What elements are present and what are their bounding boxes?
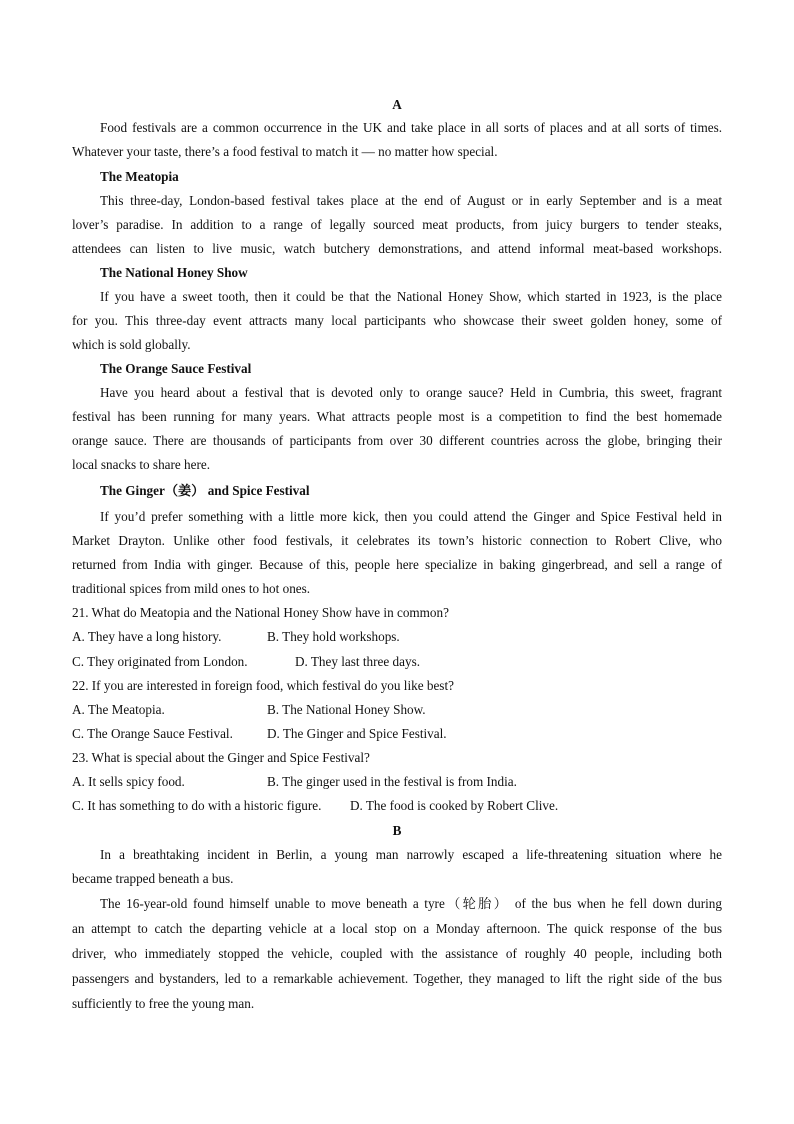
intro-line-2: Whatever your taste, there’s a food festival to match it — no matter how special. [72,144,498,159]
orange-line-1: Have you heard about a festival that is devoted only to orange sauce? Held in Cumbria, this sweet, fragrant [100,385,722,400]
q22-option-b: B. The National Honey Show. [267,702,426,717]
question-22-stem: 22. If you are interested in foreign food, which festival do you like best? [72,678,454,693]
ginger-line-2: Market Drayton. Unlike other food festivals, it celebrates its town’s historic connection to Robert Clive, who [72,533,722,548]
q21-option-b: B. They hold workshops. [267,629,400,644]
honey-line-3: which is sold globally. [72,337,191,352]
q21-option-d: D. They last three days. [295,654,421,669]
q21-option-c: C. They originated from London. [72,654,248,669]
b-p1-line-2: became trapped beneath a bus. [72,871,234,886]
q22-option-c: C. The Orange Sauce Festival. [72,726,233,741]
b-p2-line-4: passengers and bystanders, led to a remarkable achievement. Together, they managed to lift the right side of the bus [72,971,722,986]
intro-line-1: Food festivals are a common occurrence in the UK and take place in all sorts of places and at all sorts of times. [100,120,722,135]
b-p2-line-5: sufficiently to free the young man. [72,996,255,1011]
q23-option-a: A. It sells spicy food. [72,774,185,789]
ginger-line-4: traditional spices from mild ones to hot ones. [72,581,311,596]
question-21-stem: 21. What do Meatopia and the National Honey Show have in common? [72,605,449,620]
q23-option-b: B. The ginger used in the festival is from India. [267,774,517,789]
ginger-line-3: returned from India with ginger. Because of this, people here specialize in baking gingerbread, and sell a range of [72,557,722,572]
meatopia-line-1: This three-day, London-based festival takes place at the end of August or in early September and is a meat [100,193,722,208]
ginger-line-1: If you’d prefer something with a little more kick, then you could attend the Ginger and Spice Festival held in [100,509,722,524]
passage-a-letter: A [392,97,402,112]
q22-option-d: D. The Ginger and Spice Festival. [267,726,447,741]
b-p1-line-1: In a breathtaking incident in Berlin, a young man narrowly escaped a life-threatening situation where he [100,847,722,862]
question-23-stem: 23. What is special about the Ginger and Spice Festival? [72,750,370,765]
b-p2-line-2: an attempt to catch the departing vehicle at a local stop on a Monday afternoon. The quick response of the bus [72,921,722,936]
orange-line-4: local snacks to share here. [72,457,211,472]
b-p2-line-3: driver, who immediately stopped the vehicle, coupled with the assistance of roughly 40 people, including both [72,946,722,961]
passage-b-letter: B [392,823,402,838]
q23-option-c: C. It has something to do with a historic figure. [72,798,322,813]
q22-option-a: A. The Meatopia. [72,702,165,717]
honey-line-1: If you have a sweet tooth, then it could be that the National Honey Show, which started in 1923, is the place [100,289,722,304]
honey-line-2: for you. This three-day event attracts many local participants who showcase their sweet golden honey, some of [72,313,722,328]
honey-heading: The National Honey Show [100,265,248,280]
q21-option-a: A. They have a long history. [72,629,222,644]
b-p2-line-1: The 16-year-old found himself unable to move beneath a tyre（轮胎） of the bus when he fell down during [100,896,722,911]
orange-heading: The Orange Sauce Festival [100,361,252,376]
meatopia-line-3: attendees can listen to live music, watch butchery demonstrations, and attend informal meat-based workshops. [72,241,722,256]
orange-line-2: festival has been running for many years. What attracts people most is a competition to find the best homemade [72,409,722,424]
ginger-heading: The Ginger（姜） and Spice Festival [100,483,310,498]
meatopia-heading: The Meatopia [100,169,179,184]
orange-line-3: orange sauce. There are thousands of participants from over 30 different countries across the globe, bringing their [72,433,722,448]
q23-option-d: D. The food is cooked by Robert Clive. [350,798,559,813]
meatopia-line-2: lover’s paradise. In addition to a range of legally sourced meat products, from juicy burgers to tender steaks, [72,217,722,232]
